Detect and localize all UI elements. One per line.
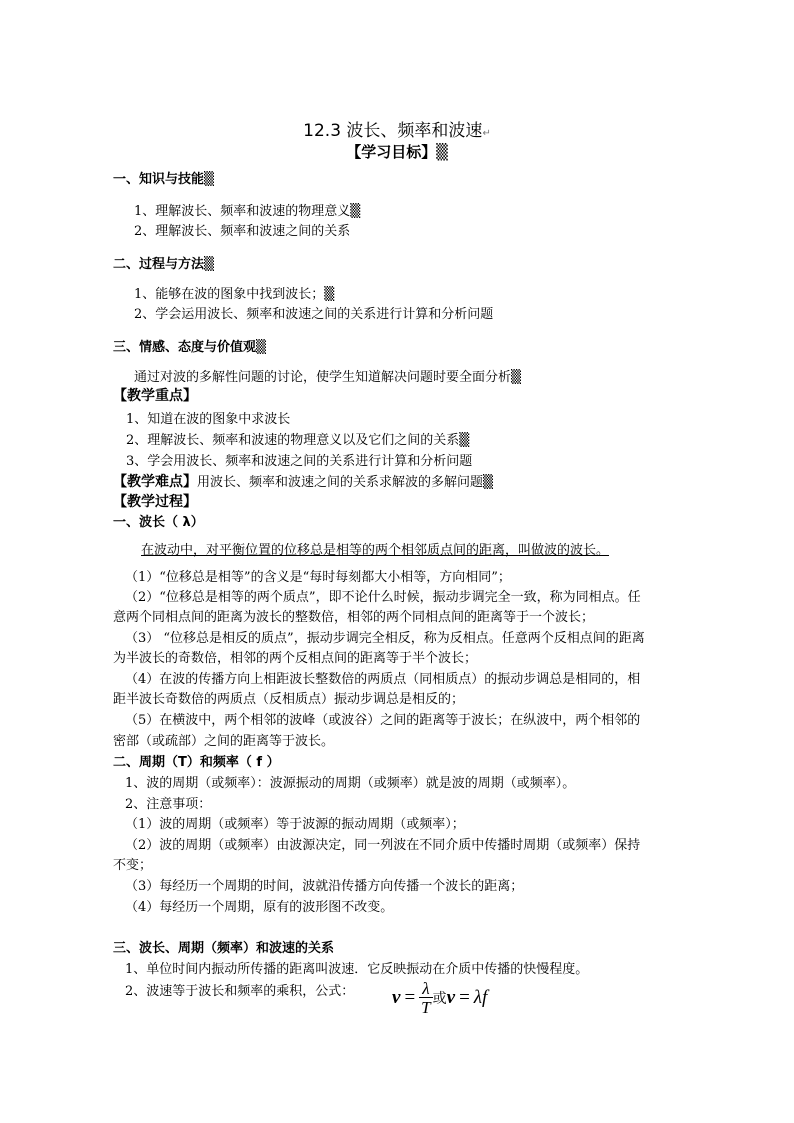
page-title <box>0 116 794 141</box>
key-points-heading: 【教学重点】 <box>113 388 197 404</box>
formula-symbol: = <box>404 987 416 1008</box>
body-line: 1、单位时间内振动所传播的距离叫波速．它反映振动在介质中传播的快慢程度。 <box>125 962 589 977</box>
wavelength-definition: 在波动中，对平衡位置的位移总是相等的两个相邻质点间的距离，叫做波的波长。 <box>141 543 610 558</box>
formula-conjunction: 或 <box>432 992 447 1007</box>
paragraph-mark: ↵ <box>482 128 491 139</box>
list-item: 1、理解波长、频率和波速的物理意义▒ <box>134 204 361 219</box>
part2-heading: 二、周期（T）和频率（ f ） <box>113 755 280 770</box>
section-heading-method: 二、过程与方法▒ <box>113 257 214 272</box>
body-line: （5）在横波中，两个相邻的波峰（或波谷）之间的距离等于波长；在纵波中，两个相邻的 <box>125 713 641 728</box>
body-line: （1）“位移总是相等”的含义是“每时每刻都大小相等，方向相同”； <box>125 570 511 585</box>
list-item: 1、能够在波的图象中找到波长；▒ <box>134 287 335 302</box>
formula-symbol: v <box>392 987 401 1008</box>
anchor-mark: ▒ <box>204 172 215 187</box>
part1-heading: 一、波长（ λ） <box>113 515 204 530</box>
subtitle <box>0 141 794 162</box>
body-line: 2、波速等于波长和频率的乘积，公式： <box>125 984 355 999</box>
body-line: 为半波长的奇数倍，相邻的两个反相点间的距离等于半个波长； <box>113 651 478 666</box>
body-line: （4）在波的传播方向上相距波长整数倍的两质点（同相质点）的振动步调总是相同的，相 <box>125 672 641 687</box>
formula-fraction <box>419 980 432 1016</box>
formula-numerator: λ <box>422 979 430 998</box>
list-item: 2、学会运用波长、频率和波速之间的关系进行计算和分析问题 <box>134 307 494 322</box>
difficulty-heading: 【教学难点】 <box>113 474 197 490</box>
formula-symbol: = <box>459 987 470 1008</box>
section-heading-text: 三、情感、态度与价值观 <box>113 340 257 355</box>
body-line: （3）每经历一个周期的时间，波就沿传播方向传播一个波长的距离； <box>125 879 524 894</box>
list-item: 2、理解波长、频率和波速之间的关系 <box>134 224 351 239</box>
section-heading-attitude <box>113 340 266 356</box>
body-line: 密部（或疏部）之间的距离等于波长。 <box>113 734 335 749</box>
process-heading: 【教学过程】 <box>113 494 197 510</box>
body-line: （3） “位移总是相反的质点”，振动步调完全相反，称为反相点。任意两个反相点间的距离 <box>125 631 645 646</box>
body-line: 距半波长奇数倍的两质点（反相质点）振动步调总是相反的； <box>113 692 465 707</box>
body-line: （4）每经历一个周期，原有的波形图不改变。 <box>125 900 394 915</box>
body-line: 1、波的周期（或频率）：波源振动的周期（或频率）就是波的周期（或频率）。 <box>125 776 576 791</box>
formula-symbol: λf <box>473 987 488 1008</box>
wave-speed-formula <box>392 980 487 1016</box>
body-line: 2、注意事项： <box>125 797 212 812</box>
body-line: 不变； <box>113 858 153 873</box>
anchor-mark: ▒ <box>436 143 448 161</box>
body-line: 意两个同相点间的距离为波长的整数倍，相邻的两个同相点间的距离等于一个波长； <box>113 610 595 625</box>
attitude-text: 通过对波的多解性问题的讨论，使学生知道解决问题时要全面分析▒ <box>134 370 521 385</box>
difficulty-text: 用波长、频率和波速之间的关系求解波的多解问题▒ <box>197 475 493 490</box>
anchor-mark: ▒ <box>256 340 267 355</box>
list-item: 2、理解波长、频率和波速的物理意义以及它们之间的关系▒ <box>126 433 470 448</box>
part3-heading: 三、波长、周期（频率）和波速的关系 <box>113 941 335 956</box>
formula-symbol: v <box>446 987 456 1008</box>
section-heading-knowledge <box>113 172 214 188</box>
body-line: （2）波的周期（或频率）由波源决定，同一列波在不同介质中传播时周期（或频率）保持 <box>125 838 641 853</box>
body-line: （2）“位移总是相等的两个质点”，即不论什么时候，振动步调完全一致，称为同相点。任 <box>125 590 641 605</box>
list-item: 3、学会用波长、频率和波速之间的关系进行计算和分析问题 <box>126 454 473 469</box>
difficulty-line <box>113 474 493 491</box>
list-item: 1、知道在波的图象中求波长 <box>126 412 291 427</box>
formula-denominator: T <box>421 998 431 1017</box>
subtitle-text: 【学习目标】 <box>346 143 437 161</box>
section-heading-text: 一、知识与技能 <box>113 172 205 187</box>
body-line: （1）波的周期（或频率）等于波源的振动周期（或频率）； <box>125 817 465 832</box>
title-text: 12.3 波长、频率和波速 <box>303 121 483 141</box>
